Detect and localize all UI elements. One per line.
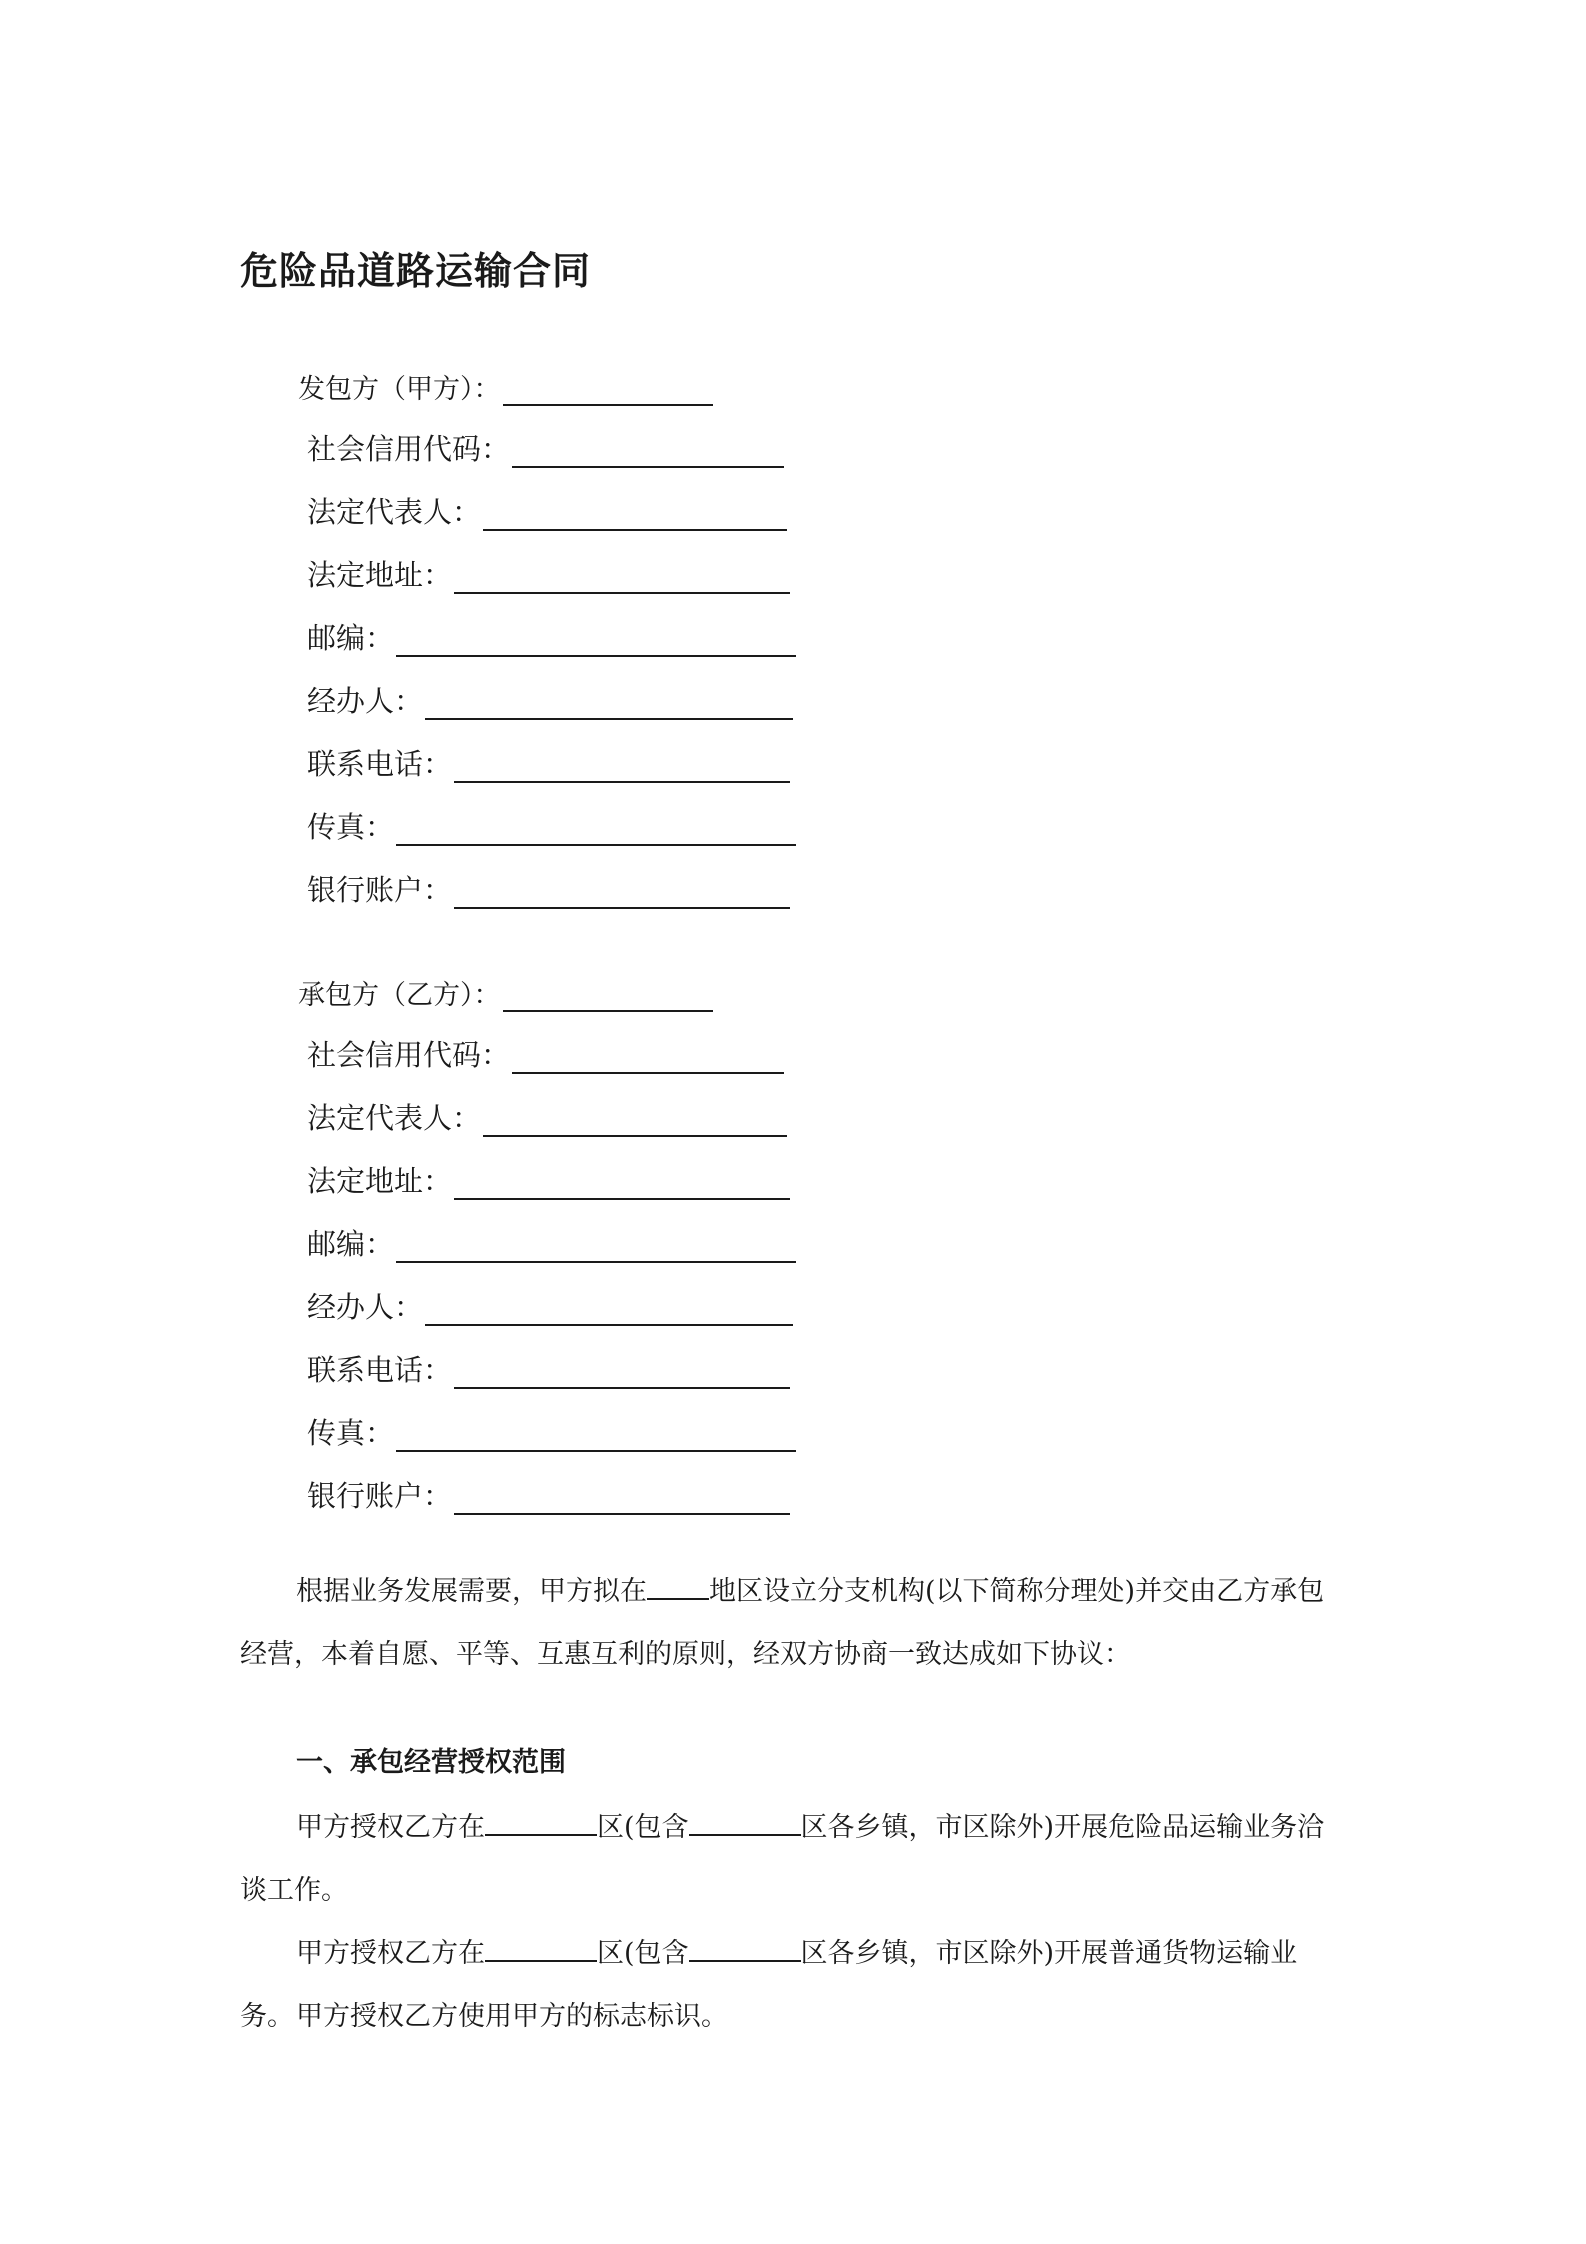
- field-label: 社会信用代码：: [307, 432, 511, 466]
- intro-paragraph: [240, 1560, 1350, 1686]
- party-a-heading: 发包方（甲方）：: [298, 374, 501, 405]
- handler-blank[interactable]: [425, 688, 793, 720]
- intro-text-part1: 根据业务发展需要，甲方拟在: [296, 1576, 647, 1607]
- legal-address-blank[interactable]: [454, 562, 790, 594]
- field-label: 银行账户：: [307, 1479, 453, 1513]
- document-title: 危险品道路运输合同: [240, 249, 592, 293]
- intro-text-part2: 地区设立分支机构(以下简称分理处)并交由乙方承包经营，本着自愿、平等、互惠互利的原则，经双方协商一致达成如下协议：: [240, 1576, 1325, 1670]
- section-1-heading: 一、承包经营授权范围: [296, 1747, 566, 1778]
- party-b-field-row: [307, 1089, 787, 1137]
- field-label: 邮编：: [307, 1227, 395, 1261]
- legal-rep-blank[interactable]: [483, 499, 787, 531]
- party-b-field-row: [307, 1215, 796, 1263]
- clause-text: 区各乡镇，市区除外)开展危险品运输业务洽谈工作。: [240, 1812, 1325, 1906]
- party-a-field-row: [307, 798, 796, 846]
- field-label: 社会信用代码：: [307, 1038, 511, 1072]
- bank-account-blank[interactable]: [454, 1483, 790, 1515]
- party-a-field-row: [307, 483, 787, 531]
- field-label: 邮编：: [307, 621, 395, 655]
- clause-text: 甲方授权乙方在: [296, 1938, 485, 1969]
- field-label: 联系电话：: [307, 1353, 453, 1387]
- party-a-heading-row: [298, 358, 713, 406]
- field-label: 法定地址：: [307, 1164, 453, 1198]
- party-b-field-row: [307, 1341, 790, 1389]
- field-label: 经办人：: [307, 1290, 424, 1324]
- clause-text: 区(包含: [597, 1938, 689, 1969]
- party-b-field-row: [307, 1467, 790, 1515]
- clause-text: 区(包含: [597, 1812, 689, 1843]
- field-label: 法定地址：: [307, 558, 453, 592]
- district-blank[interactable]: [689, 1936, 801, 1962]
- clause-text: 甲方授权乙方使用甲方的标志标识。: [296, 2001, 728, 2032]
- party-a-field-row: [307, 546, 790, 594]
- credit-code-blank[interactable]: [512, 436, 784, 468]
- phone-blank[interactable]: [454, 751, 790, 783]
- party-a-field-row: [307, 609, 796, 657]
- district-blank[interactable]: [485, 1810, 597, 1836]
- field-label: 法定代表人：: [307, 495, 482, 529]
- party-b-name-blank[interactable]: [503, 980, 713, 1012]
- party-b-field-row: [307, 1152, 790, 1200]
- district-blank[interactable]: [689, 1810, 801, 1836]
- field-label: 经办人：: [307, 684, 424, 718]
- party-b-field-row: [307, 1278, 793, 1326]
- clause-text: 区各乡镇，市区除外)开展普通货物运输业务。: [240, 1938, 1298, 2032]
- phone-blank[interactable]: [454, 1357, 790, 1389]
- region-blank[interactable]: [647, 1574, 709, 1600]
- party-a-field-row: [307, 672, 793, 720]
- section-1-paragraph-3: [240, 1985, 1350, 2048]
- postcode-blank[interactable]: [396, 625, 796, 657]
- party-b-heading-row: [298, 964, 713, 1012]
- field-label: 银行账户：: [307, 873, 453, 907]
- legal-address-blank[interactable]: [454, 1168, 790, 1200]
- postcode-blank[interactable]: [396, 1231, 796, 1263]
- field-label: 传真：: [307, 1416, 395, 1450]
- field-label: 传真：: [307, 810, 395, 844]
- field-label: 联系电话：: [307, 747, 453, 781]
- section-1-paragraph-1: [240, 1796, 1350, 1922]
- party-a-name-blank[interactable]: [503, 374, 713, 406]
- party-b-field-row: [307, 1404, 796, 1452]
- party-b-heading: 承包方（乙方）：: [298, 980, 501, 1011]
- party-a-field-row: [307, 861, 790, 909]
- legal-rep-blank[interactable]: [483, 1105, 787, 1137]
- party-b-field-row: [307, 1026, 784, 1074]
- fax-blank[interactable]: [396, 814, 796, 846]
- district-blank[interactable]: [485, 1936, 597, 1962]
- party-a-field-row: [307, 420, 784, 468]
- credit-code-blank[interactable]: [512, 1042, 784, 1074]
- field-label: 法定代表人：: [307, 1101, 482, 1135]
- fax-blank[interactable]: [396, 1420, 796, 1452]
- bank-account-blank[interactable]: [454, 877, 790, 909]
- party-a-field-row: [307, 735, 790, 783]
- handler-blank[interactable]: [425, 1294, 793, 1326]
- clause-text: 甲方授权乙方在: [296, 1812, 485, 1843]
